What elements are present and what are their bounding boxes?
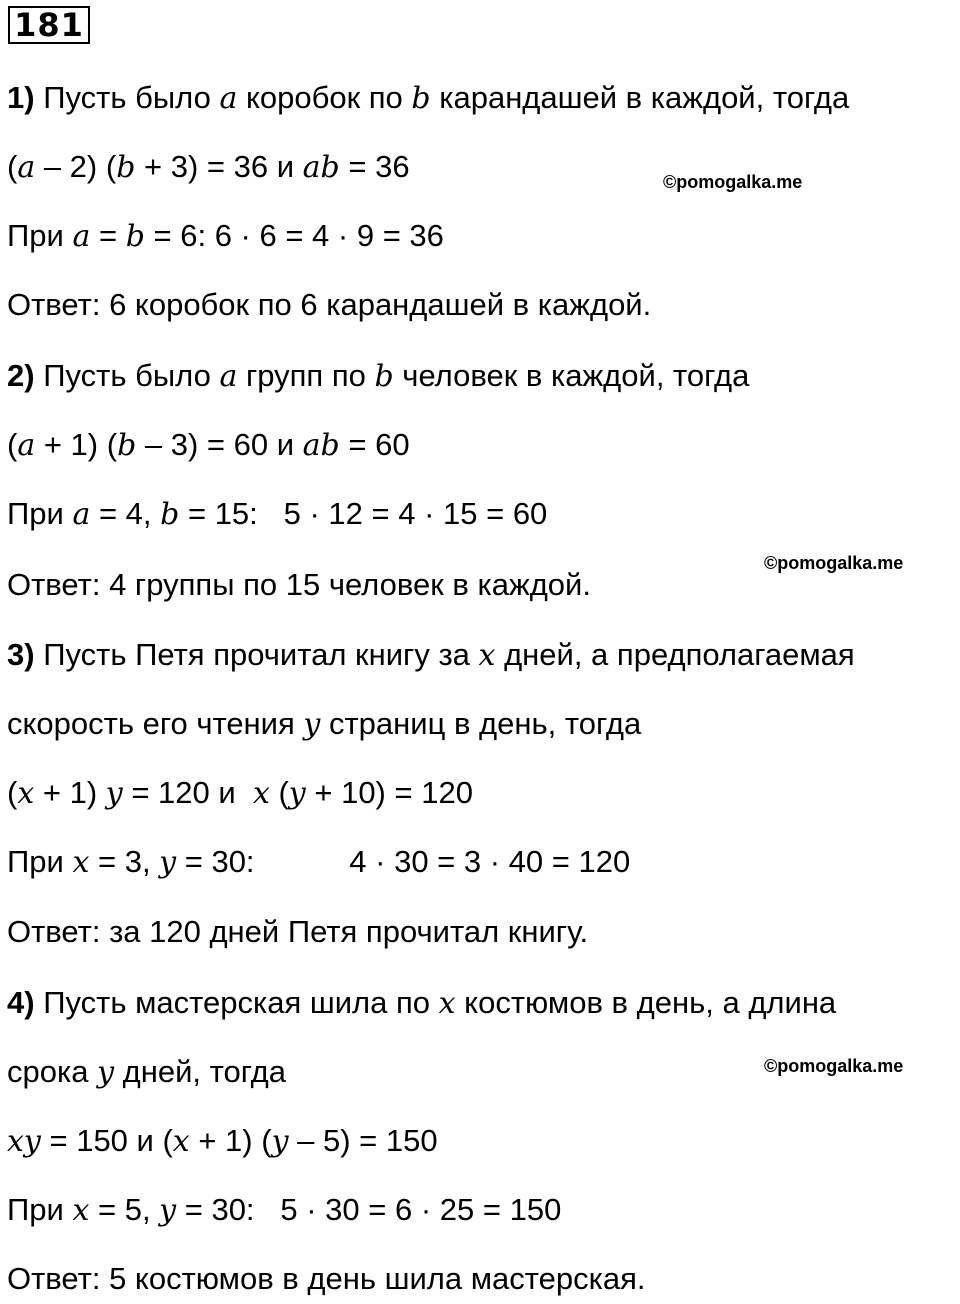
solution-line	[7, 1121, 438, 1162]
math-variable: x	[17, 776, 35, 811]
text-segment: = 30: 5 · 30 = 6 · 25 = 150	[176, 1192, 562, 1227]
text-segment: страниц в день, тогда	[320, 706, 642, 741]
text-segment: Ответ: за 120 дней Петя прочитал книгу.	[7, 914, 589, 949]
solution-line	[7, 147, 410, 188]
text-segment: срока	[7, 1054, 98, 1089]
text-segment: = 15: 5 · 12 = 4 · 15 = 60	[179, 496, 548, 531]
text-segment: групп по	[237, 358, 375, 393]
solution-line	[7, 912, 588, 952]
part-label: 3)	[7, 637, 35, 672]
math-variable: ab	[302, 150, 340, 185]
solution-line	[7, 216, 444, 257]
math-variable: a	[219, 359, 238, 394]
solution-line	[7, 425, 410, 466]
math-variable: a	[17, 428, 36, 463]
text-segment: = 5,	[89, 1192, 160, 1227]
text-segment: = 4,	[90, 496, 161, 531]
solution-line	[7, 773, 473, 814]
text-segment: + 1)	[34, 775, 106, 810]
solution-line	[7, 494, 547, 535]
text-segment: =	[90, 218, 126, 253]
text-segment: Пусть Петя прочитал книгу за	[43, 637, 479, 672]
text-segment: = 3,	[89, 844, 160, 879]
math-variable: a	[17, 150, 36, 185]
text-segment: + 10) = 120	[305, 775, 473, 810]
solution-line	[7, 635, 855, 676]
solution-line	[7, 1052, 286, 1093]
math-variable: b	[125, 219, 145, 254]
text-segment: + 1) (	[189, 1123, 272, 1158]
math-variable: ab	[302, 428, 340, 463]
math-variable: y	[288, 776, 306, 811]
part-label: 1)	[7, 80, 35, 115]
math-variable: a	[72, 497, 91, 532]
solution-line	[7, 356, 749, 397]
solution-line	[7, 285, 651, 325]
math-variable: y	[105, 776, 123, 811]
text-segment: (	[7, 775, 18, 810]
math-variable: x	[72, 845, 90, 880]
watermark: ©pomogalka.me	[663, 172, 803, 192]
math-variable: x	[72, 1193, 90, 1228]
text-segment: костюмов в день, а длина	[455, 985, 837, 1020]
math-variable: y	[303, 707, 321, 742]
math-variable: b	[117, 428, 137, 463]
math-variable: x	[252, 776, 270, 811]
text-segment: + 1) (	[35, 427, 118, 462]
watermark: ©pomogalka.me	[764, 553, 904, 573]
math-variable: b	[374, 359, 394, 394]
text-segment: При	[7, 1192, 73, 1227]
text-segment: (	[7, 149, 18, 184]
text-segment: – 2) (	[35, 149, 117, 184]
text-segment: = 60	[339, 427, 410, 462]
text-segment: = 6: 6 · 6 = 4 · 9 = 36	[144, 218, 444, 253]
solution-line	[7, 1259, 646, 1299]
text-segment: = 120 и	[122, 775, 253, 810]
watermark: ©pomogalka.me	[764, 1056, 904, 1076]
text-segment: дней, а предполагаемая	[495, 637, 855, 672]
text-segment: дней, тогда	[114, 1054, 286, 1089]
part-label: 2)	[7, 358, 35, 393]
text-segment: Пусть было	[43, 80, 220, 115]
text-segment: – 3) = 60 и	[136, 427, 303, 462]
solution-line	[7, 565, 591, 605]
math-variable: a	[219, 81, 238, 116]
math-variable: a	[72, 219, 91, 254]
solution-line	[7, 1190, 561, 1231]
text-segment: скорость его чтения	[7, 706, 304, 741]
text-segment: При	[7, 844, 73, 879]
text-segment: + 3) = 36 и	[135, 149, 303, 184]
math-variable: y	[159, 1193, 177, 1228]
text-segment: коробок по	[237, 80, 412, 115]
text-segment: – 5) = 150	[288, 1123, 438, 1158]
text-segment: Пусть было	[43, 358, 220, 393]
text-segment: Ответ: 4 группы по 15 человек в каждой.	[7, 567, 591, 602]
text-segment: Пусть мастерская шила по	[43, 985, 439, 1020]
math-variable: x	[478, 638, 496, 673]
math-variable: y	[271, 1124, 289, 1159]
text-segment: Ответ: 5 костюмов в день шила мастерская.	[7, 1261, 646, 1296]
text-segment: карандашей в каждой, тогда	[430, 80, 850, 115]
text-segment: = 36	[339, 149, 410, 184]
math-variable: xy	[7, 1124, 41, 1159]
solution-line	[7, 983, 836, 1024]
text-segment: = 150 и (	[40, 1123, 173, 1158]
text-segment: = 30: 4 · 30 = 3 · 40 = 120	[176, 844, 631, 879]
solution-line	[7, 78, 849, 119]
math-variable: b	[160, 497, 180, 532]
task-number: 181	[8, 6, 90, 44]
text-segment: Ответ: 6 коробок по 6 карандашей в каждой.	[7, 287, 652, 322]
math-variable: b	[411, 81, 431, 116]
text-segment: человек в каждой, тогда	[393, 358, 750, 393]
solution-line	[7, 704, 641, 745]
text-segment: (	[269, 775, 289, 810]
math-variable: y	[97, 1055, 115, 1090]
math-variable: b	[116, 150, 136, 185]
math-variable: y	[159, 845, 177, 880]
math-variable: x	[438, 986, 456, 1021]
text-segment: При	[7, 218, 73, 253]
math-variable: x	[172, 1124, 190, 1159]
text-segment: При	[7, 496, 73, 531]
text-segment: (	[7, 427, 18, 462]
solution-line	[7, 842, 630, 883]
part-label: 4)	[7, 985, 35, 1020]
